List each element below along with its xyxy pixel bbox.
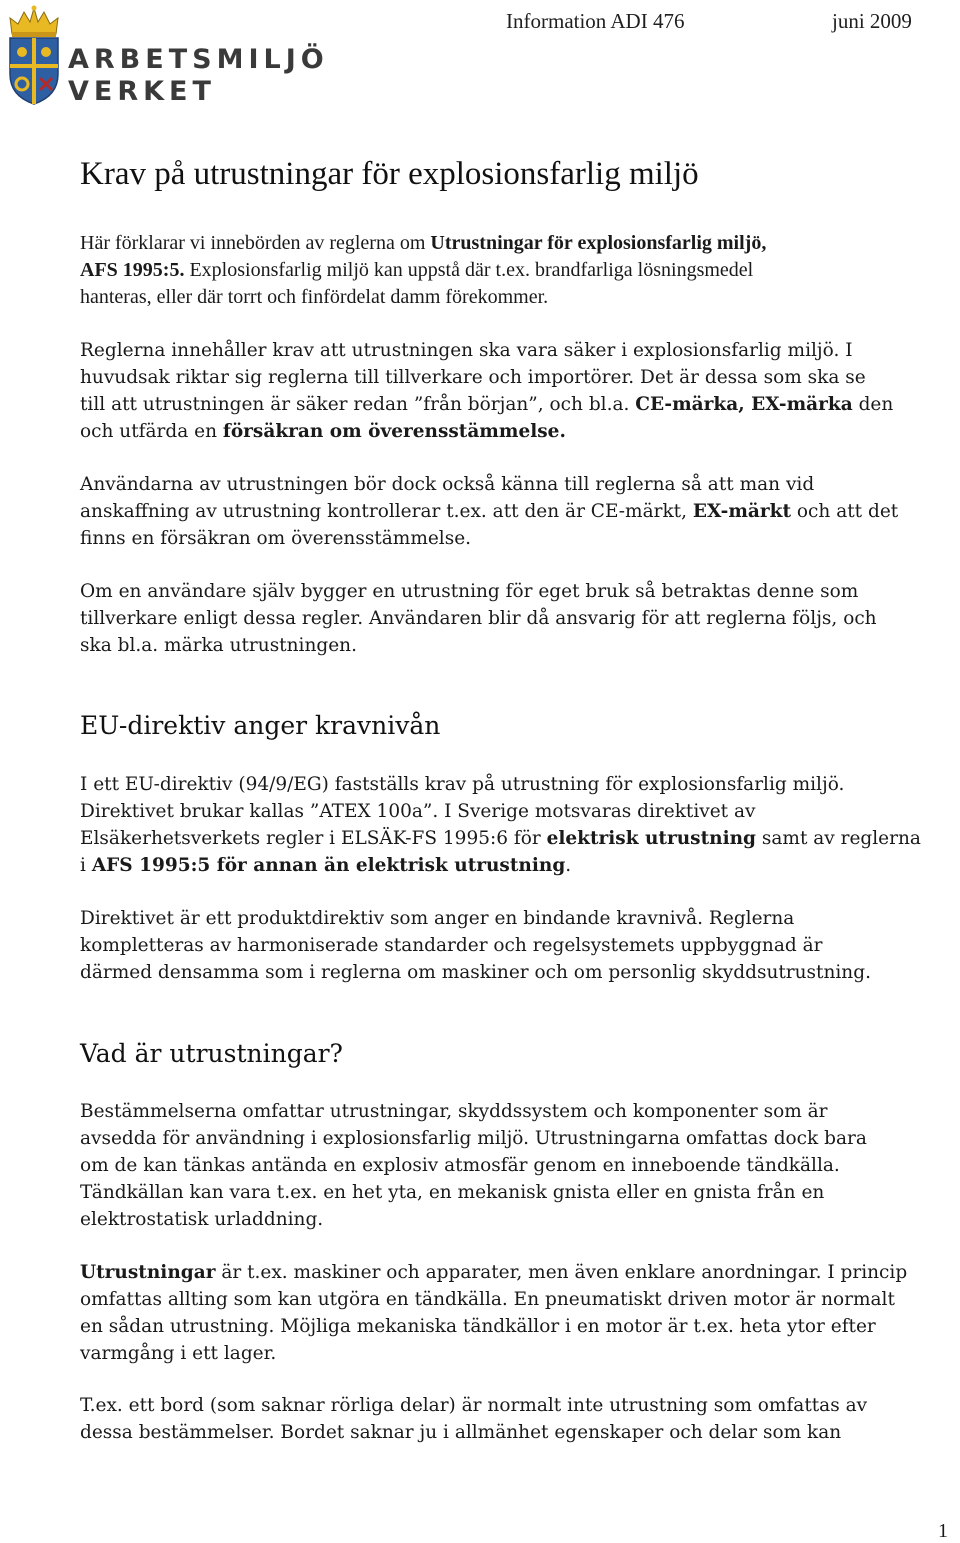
paragraph-eu-direktiv	[80, 771, 925, 879]
bold-text: Utrustningar för explosionsfarlig miljö,	[430, 232, 767, 254]
text-line: Direktivet brukar kallas ”ATEX 100a”. I Sverige motsvaras direktivet av	[80, 801, 756, 822]
page-number: 1	[938, 1520, 948, 1542]
text: Elsäkerhetsverkets regler i ELSÄK-FS 1995:6 för	[80, 828, 547, 849]
bold-text: AFS 1995:5 för annan än elektrisk utrustning	[91, 855, 566, 876]
text: och utfärda en	[80, 421, 223, 442]
bold-text: EX-märkt	[692, 501, 792, 522]
logo-line-2: VERKET	[68, 76, 216, 107]
text-line: hanteras, eller där torrt och finfördelat damm förekommer.	[80, 286, 549, 308]
paragraph-bestammelserna	[80, 1098, 925, 1233]
agency-logo	[4, 4, 329, 108]
bold-text: CE-märka, EX-märka	[635, 394, 853, 415]
text: den	[852, 394, 894, 415]
paragraph-direktivet	[80, 905, 925, 986]
paragraph-utrustningar	[80, 1259, 925, 1367]
text-line: dessa bestämmelser. Bordet saknar ju i allmänhet egenskaper och delar som kan	[80, 1422, 842, 1443]
text-line: varmgång i ett lager.	[80, 1343, 277, 1364]
paragraph-om-en-anvandare	[80, 578, 925, 659]
text: i	[80, 855, 92, 876]
bold-text: AFS 1995:5.	[80, 259, 185, 281]
text-line: Användarna av utrustningen bör dock också känna till reglerna så att man vid	[80, 474, 815, 495]
text: Explosionsfarlig miljö kan uppstå där t.ex. brandfarliga lösningsmedel	[184, 259, 754, 281]
paragraph-anvandarna	[80, 471, 925, 552]
text-line: Om en användare själv bygger en utrustning för eget bruk så betraktas denne som	[80, 581, 859, 602]
heading-eu-direktiv: EU-direktiv anger kravnivån	[80, 711, 441, 740]
text-line: omfattas allting som kan utgöra en tändkälla. En pneumatiskt driven motor är normalt	[80, 1289, 895, 1310]
heading-vad-ar-utrustningar: Vad är utrustningar?	[80, 1039, 343, 1068]
text-line: Bestämmelserna omfattar utrustningar, skyddssystem och komponenter som är	[80, 1101, 828, 1122]
text-line: T.ex. ett bord (som saknar rörliga delar) är normalt inte utrustning som omfattas av	[80, 1395, 868, 1416]
text: och att det	[791, 501, 899, 522]
text-line: avsedda för användning i explosionsfarlig miljö. Utrustningarna omfattas dock bara	[80, 1128, 867, 1149]
text: anskaffning av utrustning kontrollerar t.ex. att den är CE-märkt,	[80, 501, 693, 522]
logo-line-1: ARBETSMILJÖ	[68, 44, 329, 75]
bold-text: Utrustningar	[80, 1262, 216, 1283]
text-line: finns en försäkran om överensstämmelse.	[80, 528, 472, 549]
text-line: därmed densamma som i reglerna om maskiner och om personlig skyddsutrustning.	[80, 962, 871, 983]
text: Här förklarar vi innebörden av reglerna om	[80, 232, 431, 254]
text: samt av reglerna	[756, 828, 921, 849]
paragraph-reglerna	[80, 337, 925, 445]
paragraph-bord	[80, 1392, 925, 1446]
text-line: om de kan tänkas antända en explosiv atmosfär genom en inneboende tändkälla.	[80, 1155, 840, 1176]
document-date: juni 2009	[832, 9, 912, 33]
text-line: elektrostatisk urladdning.	[80, 1209, 324, 1230]
text-line: Reglerna innehåller krav att utrustningen ska vara säker i explosionsfarlig miljö. I	[80, 340, 853, 361]
intro-paragraph	[80, 230, 925, 311]
text-line: en sådan utrustning. Möjliga mekaniska tändkällor i en motor är t.ex. heta ytor efter	[80, 1316, 876, 1337]
page-title: Krav på utrustningar för explosionsfarlig miljö	[80, 156, 699, 192]
text-line: I ett EU-direktiv (94/9/EG) fastställs krav på utrustning för explosionsfarlig miljö.	[80, 774, 845, 795]
text-line: ska bl.a. märka utrustningen.	[80, 635, 357, 656]
document-id: Information ADI 476	[506, 9, 685, 33]
text: .	[565, 855, 572, 876]
text-line: Tändkällan kan vara t.ex. en het yta, en mekanisk gnista eller en gnista från en	[80, 1182, 825, 1203]
bold-text: elektrisk utrustning	[546, 828, 756, 849]
text: till att utrustningen är säker redan ”från början”, och bl.a.	[80, 394, 636, 415]
text-line: Direktivet är ett produktdirektiv som anger en bindande kravnivå. Reglerna	[80, 908, 795, 929]
text-line: huvudsak riktar sig reglerna till tillverkare och importörer. Det är dessa som ska se	[80, 367, 866, 388]
text: är t.ex. maskiner och apparater, men även enklare anordningar. I princip	[215, 1262, 908, 1283]
text-line: tillverkare enligt dessa regler. Användaren blir då ansvarig för att reglerna följs, och	[80, 608, 877, 629]
coat-of-arms-icon	[4, 4, 64, 108]
text-line: kompletteras av harmoniserade standarder och regelsystemets uppbyggnad är	[80, 935, 823, 956]
bold-text: försäkran om överensstämmelse.	[222, 421, 566, 442]
